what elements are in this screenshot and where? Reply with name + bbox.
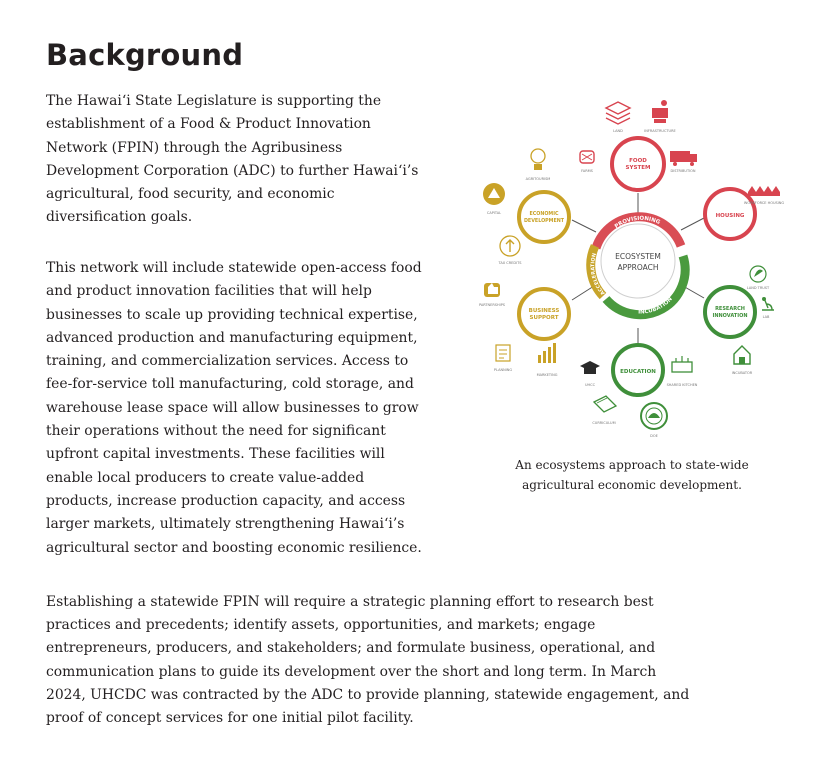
node-education [613, 345, 663, 395]
node-housing [705, 189, 755, 239]
text-line: training, and commercialization services. Access to [46, 353, 409, 370]
text-line: advanced production and manufacturing equipment, [46, 329, 418, 346]
icon-label: FARMS [581, 169, 593, 173]
page-heading: Background [46, 38, 244, 72]
text-line: entrepreneurs, producers, and stakeholders; and formulate business, operational, and [46, 640, 656, 657]
text-line: their operations without the need for significant [46, 423, 386, 440]
icon-label: TAX CREDITS [498, 261, 522, 265]
workforce-housing-icon [744, 186, 785, 205]
text-line: warehouse lease space will allow businesses to grow [46, 399, 419, 416]
ring-label-incubation: INCUBATION [638, 296, 674, 316]
ring-label-acceleration: ACCELERATION [590, 252, 607, 296]
text-line: Development Corporation (ADC) to further Hawaiʻi’s [46, 162, 419, 179]
text-line: Network (FPIN) through the Agribusiness [46, 139, 343, 156]
text-line: diversification goals. [46, 209, 193, 226]
truck-icon [670, 151, 697, 173]
text-line: agricultural sector and boosting economic resilience. [46, 539, 422, 556]
text-line: products, increase production capacity, and access [46, 492, 406, 509]
node-label: SYSTEM [625, 165, 651, 171]
node-label: INNOVATION [712, 313, 748, 319]
node-business-support [519, 289, 569, 339]
text-line: Establishing a statewide FPIN will require a strategic planning effort to research best [46, 594, 654, 610]
incubator-icon [732, 346, 753, 375]
land-icon [606, 102, 630, 133]
text-line: upfront capital investments. These facilities will [46, 446, 385, 463]
figure-caption [476, 455, 788, 495]
node-label: SUPPORT [529, 315, 559, 321]
agritourism-icon [526, 149, 551, 181]
network-paragraph [46, 257, 422, 560]
text-line: fee-for-service toll manufacturing, cold storage, and [46, 376, 414, 393]
intro-paragraph [46, 90, 418, 230]
text-line: enable local producers to create value-added [46, 469, 365, 486]
doe-seal-icon [641, 403, 667, 438]
text-line: The Hawaiʻi State Legislature is supporting the [46, 93, 382, 109]
tax-credit-icon [498, 236, 523, 265]
ecosystem-diagram [476, 96, 788, 441]
icon-label: LAB [762, 315, 770, 319]
book-icon [592, 396, 616, 425]
node-label: EDUCATION [620, 369, 656, 375]
icon-label: UHCC [584, 383, 596, 387]
infrastructure-icon [644, 100, 676, 133]
node-label: RESEARCH [715, 306, 745, 312]
icon-label: INFRASTRUCTURE [644, 129, 676, 133]
node-label: FOOD [629, 158, 647, 164]
land-trust-icon [747, 266, 770, 290]
icon-label: PARTNERSHIPS [478, 303, 506, 307]
farm-icon [580, 151, 594, 173]
icon-label: LAND [613, 129, 623, 133]
icon-label: SHARED KITCHEN [666, 383, 698, 387]
node-research-innovation [705, 287, 755, 337]
node-label: HOUSING [715, 213, 745, 219]
node-label: DEVELOPMENT [523, 219, 565, 224]
icon-label: LAND TRUST [746, 286, 770, 290]
text-line: 2024, UHCDC was contracted by the ADC to provide planning, statewide engagement, and [46, 686, 690, 703]
kitchen-icon [667, 356, 698, 387]
thumbs-up-icon [479, 283, 506, 307]
icon-label: INCUBATOR [731, 371, 753, 375]
icon-label: MARKETING [536, 373, 558, 377]
icon-label: WORKFORCE HOUSING [743, 201, 785, 205]
text-line: businesses to scale up providing technical expertise, [46, 306, 418, 323]
icon-label: DOE [650, 434, 658, 438]
icon-label: PLANNING [493, 368, 513, 372]
text-line: and product innovation facilities that will help [46, 283, 372, 300]
icon-label: AGRITOURISM [525, 177, 551, 181]
caption-line: agricultural economic development. [522, 478, 742, 492]
node-label: BUSINESS [528, 308, 560, 314]
marketing-chart-icon [537, 343, 558, 377]
caption-line: An ecosystems approach to state-wide [515, 458, 749, 472]
text-line: agricultural, food security, and economic [46, 186, 335, 203]
ecosystem-center-circle [601, 224, 675, 298]
capital-icon [483, 183, 505, 215]
microscope-icon [762, 297, 774, 319]
text-line: This network will include statewide open-access food [46, 260, 422, 276]
icon-label: DISTRIBUTION [670, 169, 696, 173]
planning-paragraph [46, 591, 689, 730]
ecosystem-diagram-svg [476, 96, 788, 441]
text-line: proof of concept services for one initial pilot facility. [46, 710, 414, 727]
icon-label: CAPITAL [486, 211, 502, 215]
central-ring [590, 216, 685, 316]
node-food-system [612, 138, 664, 190]
text-line: communication plans to guide its development over the short and long term. In March [46, 663, 657, 680]
ring-label-provisioning: PROVISIONING [613, 215, 661, 230]
center-label: APPROACH [617, 263, 659, 272]
text-line: establishment of a Food & Product Innovation [46, 116, 371, 133]
center-label: ECOSYSTEM [615, 252, 661, 261]
node-label: ECONOMIC [529, 212, 559, 217]
text-line: larger markets, ultimately strengthening Hawaiʻi’s [46, 516, 405, 533]
graduation-cap-icon [580, 361, 600, 387]
text-line: practices and precedents; identify assets, opportunities, and markets; engage [46, 617, 596, 634]
icon-label: CURRICULUM [592, 421, 616, 425]
planning-icon [494, 345, 512, 372]
node-economic-development [519, 192, 569, 242]
